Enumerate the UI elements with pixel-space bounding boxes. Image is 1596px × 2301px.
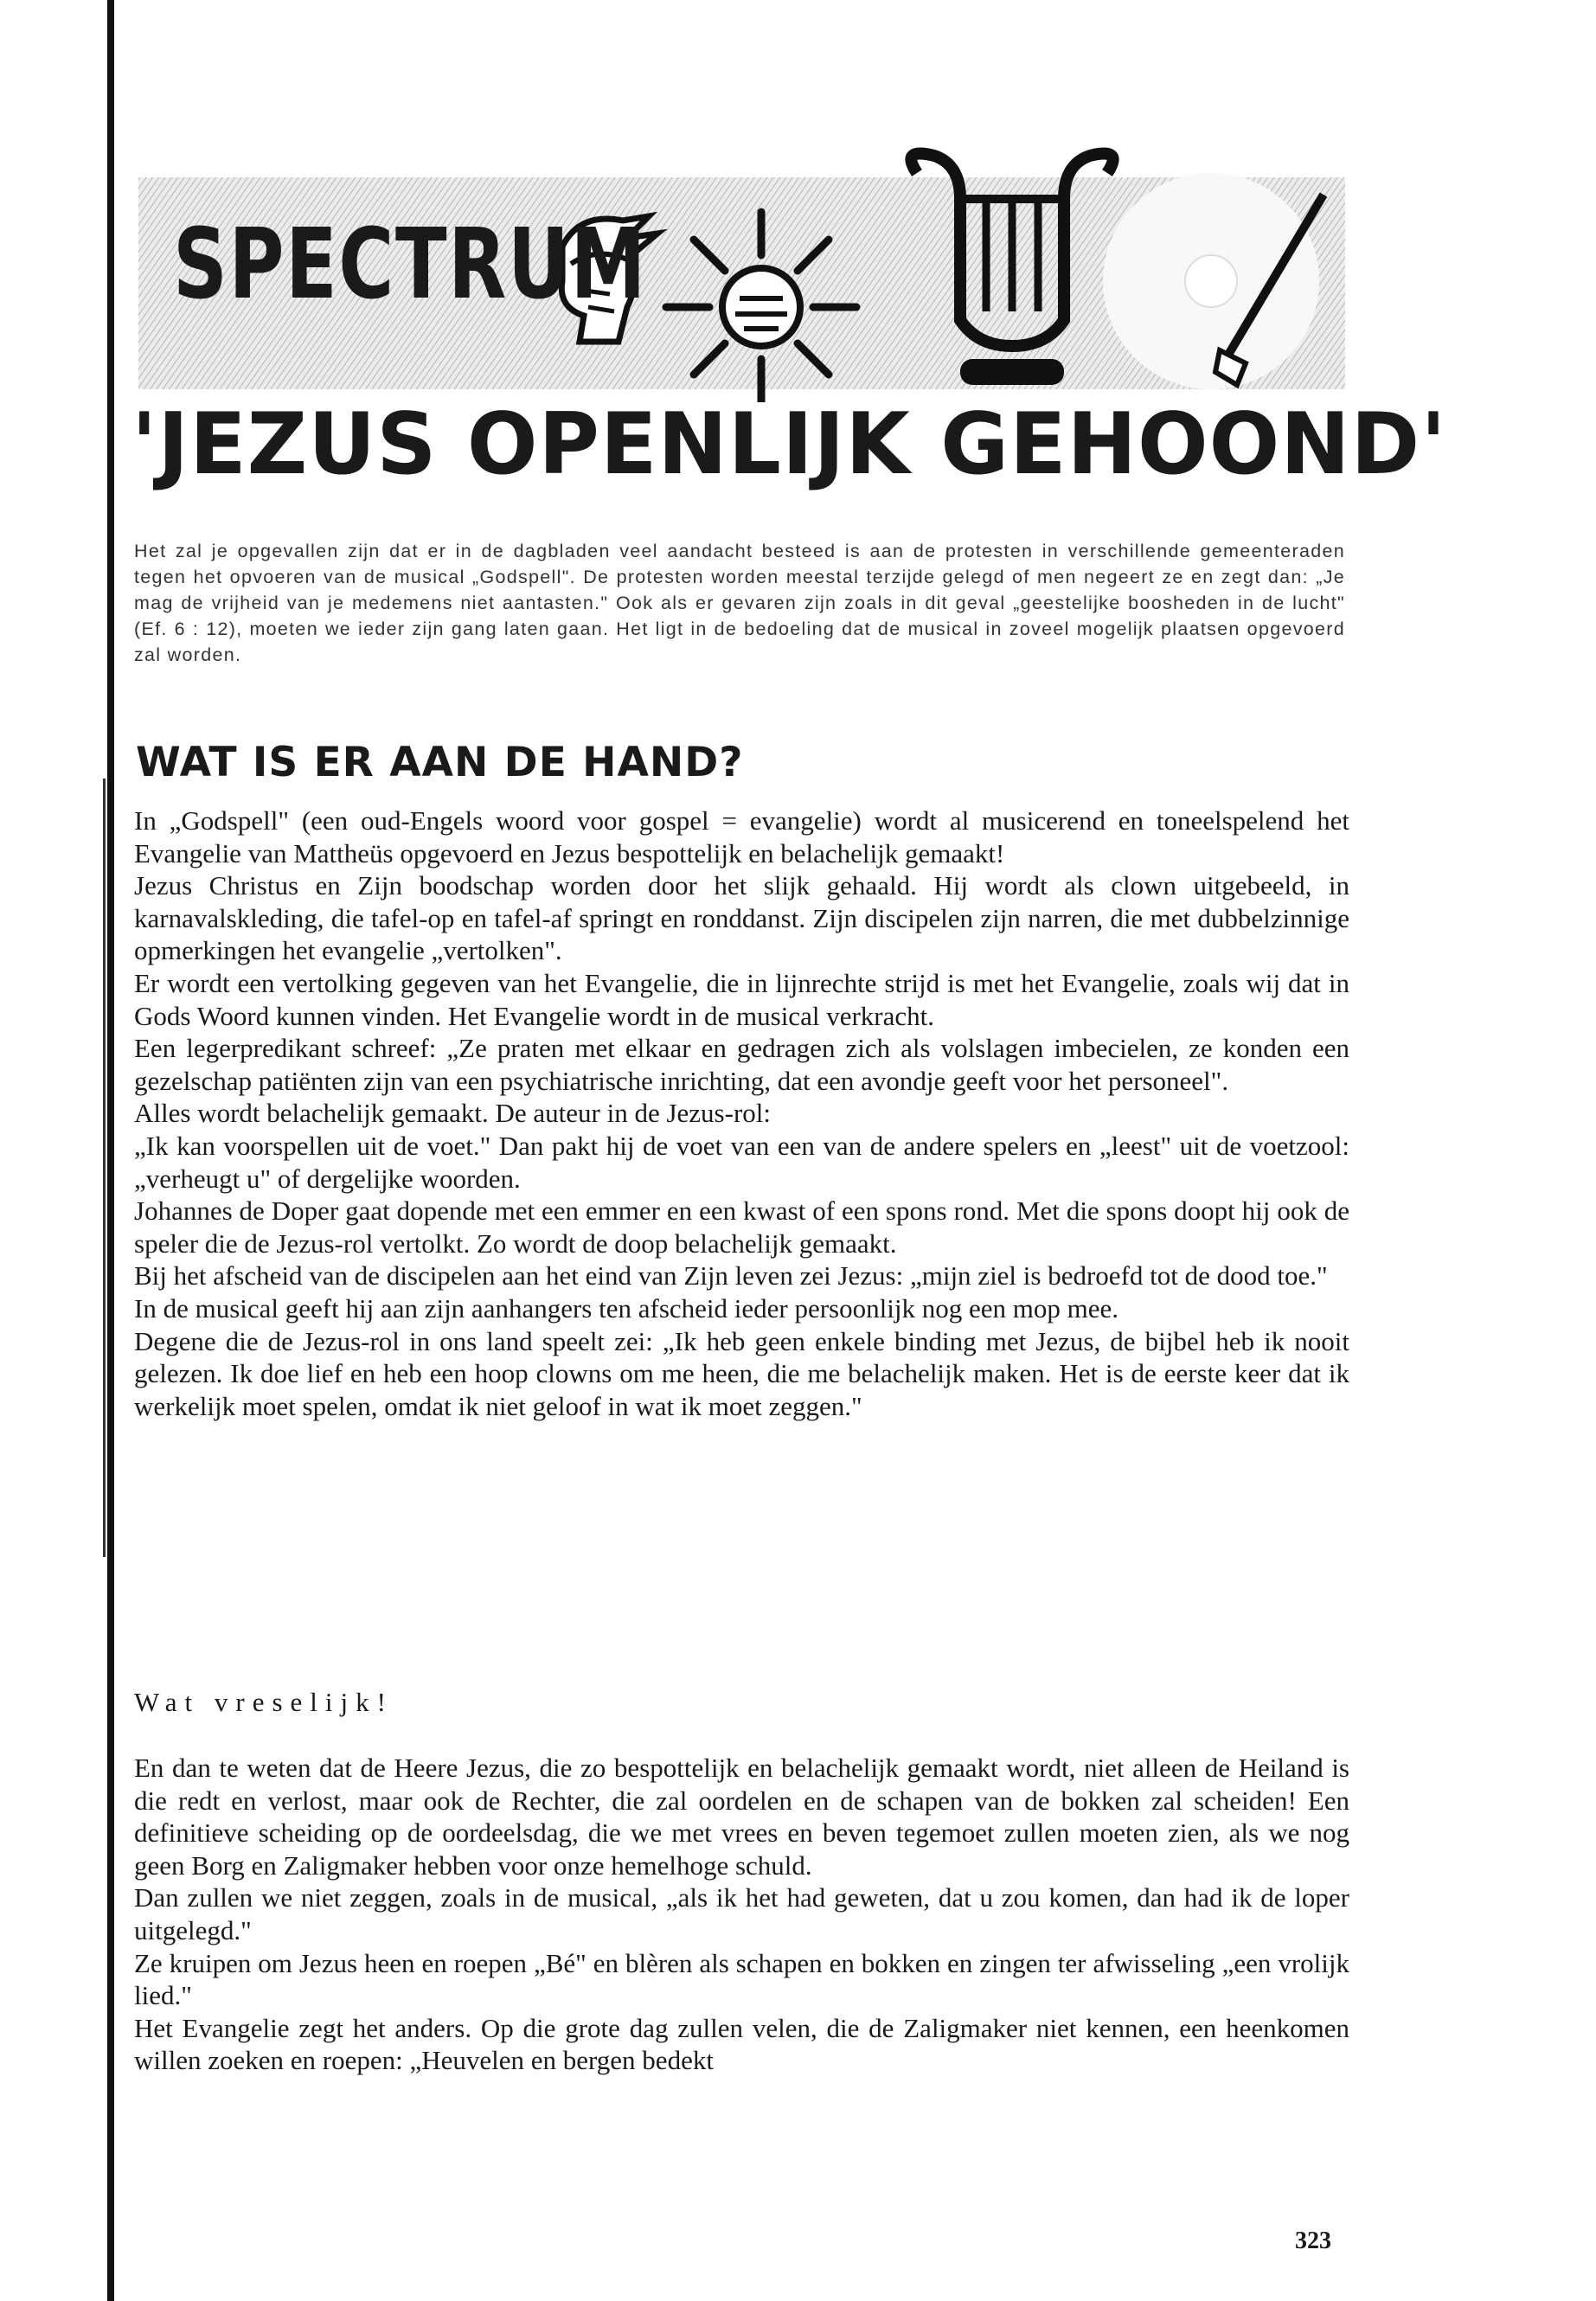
body-paragraph: En dan te weten dat de Heere Jezus, die zo bespottelijk en belachelijk gemaakt wordt, niet alleen de Heiland is die redt en verlost, maar ook de Rechter, die zal oordelen en de schapen van de bokken zal scheiden! Een definitieve scheiding op de oordeelsdag, die we met vrees en beven tegemoet zullen moeten zien, als we nog geen Borg en Zaligmaker hebben voor onze hemelhoge schuld. — [134, 1753, 1349, 1881]
intro-paragraph — [134, 538, 1345, 668]
record-disc-icon — [1103, 173, 1319, 389]
body-paragraph: Bij het afscheid van de discipelen aan het eind van Zijn leven zei Jezus: „mijn ziel is bedroefd tot de dood toe." — [134, 1260, 1328, 1292]
body-paragraph: Het Evangelie zegt het anders. Op die grote dag zullen velen, die de Zaligmaker niet kennen, een heenkomen willen zoeken en roepen: „Heuvelen en bergen bedekt — [134, 2012, 1349, 2076]
body-paragraph: Er wordt een vertolking gegeven van het Evangelie, die in lijnrechte strijd is met het Evangelie, zoals wij dat in Gods Woord kunnen vinden. Het Evangelie wordt in de musical verkracht. — [134, 967, 1349, 1031]
exclamation-line: Wat vreselijk! — [134, 1687, 394, 1717]
article-body — [134, 804, 1349, 1422]
article-body-continued — [134, 1752, 1349, 2077]
body-paragraph: „Ik kan voorspellen uit de voet." Dan pakt hij de voet van een van de andere spelers en „leest" uit de voetzool: „verheugt u" of dergelijke woorden. — [134, 1130, 1349, 1194]
body-paragraph: Dan zullen we niet zeggen, zoals in de musical, „als ik het had geweten, dat u zou komen, dan had ik de loper uitgelegd." — [134, 1882, 1349, 1945]
body-paragraph: Alles wordt belachelijk gemaakt. De auteur in de Jezus-rol: — [134, 1098, 771, 1129]
banner-title: SPECTRUM — [173, 208, 647, 321]
article-headline: 'JEZUS OPENLIJK GEHOOND' — [131, 395, 1447, 494]
body-paragraph: Johannes de Doper gaat dopende met een emmer en een kwast of een spons rond. Met die spons doopt hij ook de speler die de Jezus-rol vertolkt. Zo wordt de doop belachelijk gemaakt. — [134, 1195, 1349, 1259]
body-paragraph: Een legerpredikant schreef: „Ze praten met elkaar en gedragen zich als volslagen imbecielen, ze konden een gezelschap patiënten zijn van een psychiatrische inrichting, dat een avondje geeft voor het personeel". — [134, 1033, 1349, 1096]
sun-icon — [666, 212, 856, 402]
margin-rule-secondary — [103, 779, 106, 1557]
body-paragraph: Degene die de Jezus-rol in ons land speelt zei: „Ik heb geen enkele binding met Jezus, de bijbel heb ik nooit gelezen. Ik doe lief en heb een hoop clowns om me heen, die me belachelijk maken. Het is de eerste keer dat ik werkelijk moet spelen, omdat ik niet geloof in wat ik moet zeggen." — [134, 1325, 1349, 1421]
body-paragraph: In de musical geeft hij aan zijn aanhangers ten afscheid ieder persoonlijk nog een mop mee. — [134, 1292, 1118, 1324]
page-number: 323 — [1295, 2227, 1331, 2254]
body-paragraph: Ze kruipen om Jezus heen en roepen „Bé" en blèren als schapen en bokken en zingen ter afwisseling „een vrolijk lied." — [134, 1947, 1349, 2011]
body-paragraph: Jezus Christus en Zijn boodschap worden door het slijk gehaald. Hij wordt als clown uitgebeeld, in karnavalskleding, die tafel-op en tafel-af springt en ronddanst. Zijn discipelen zijn narren, die met dubbelzinnige opmerkingen het evangelie „vertolken". — [134, 870, 1349, 966]
intro-text: Het zal je opgevallen zijn dat er in de dagbladen veel aandacht besteed is aan de protesten in verschillende gemeenteraden tegen het opvoeren van de musical „Godspell". De protesten worden meestal terzijde gelegd of men negeert ze en zegt dan: „Je mag de vrijheid van je medemens niet aantasten." Ook als er gevaren zijn zoals in dit geval „geestelijke boosheden in de lucht" (Ef. 6 : 12), moeten we ieder zijn gang laten gaan. Het ligt in de bedoeling dat de musical in zoveel mogelijk plaatsen opgevoerd zal worden. — [134, 541, 1345, 665]
section-heading: WAT IS ER AAN DE HAND? — [136, 739, 744, 786]
body-paragraph: In „Godspell" (een oud-Engels woord voor gospel = evangelie) wordt al musicerend en toneelspelend het Evangelie van Mattheüs opgevoerd en Jezus bespottelijk en belachelijk gemaakt! — [134, 805, 1349, 868]
margin-rule — [107, 0, 114, 2301]
